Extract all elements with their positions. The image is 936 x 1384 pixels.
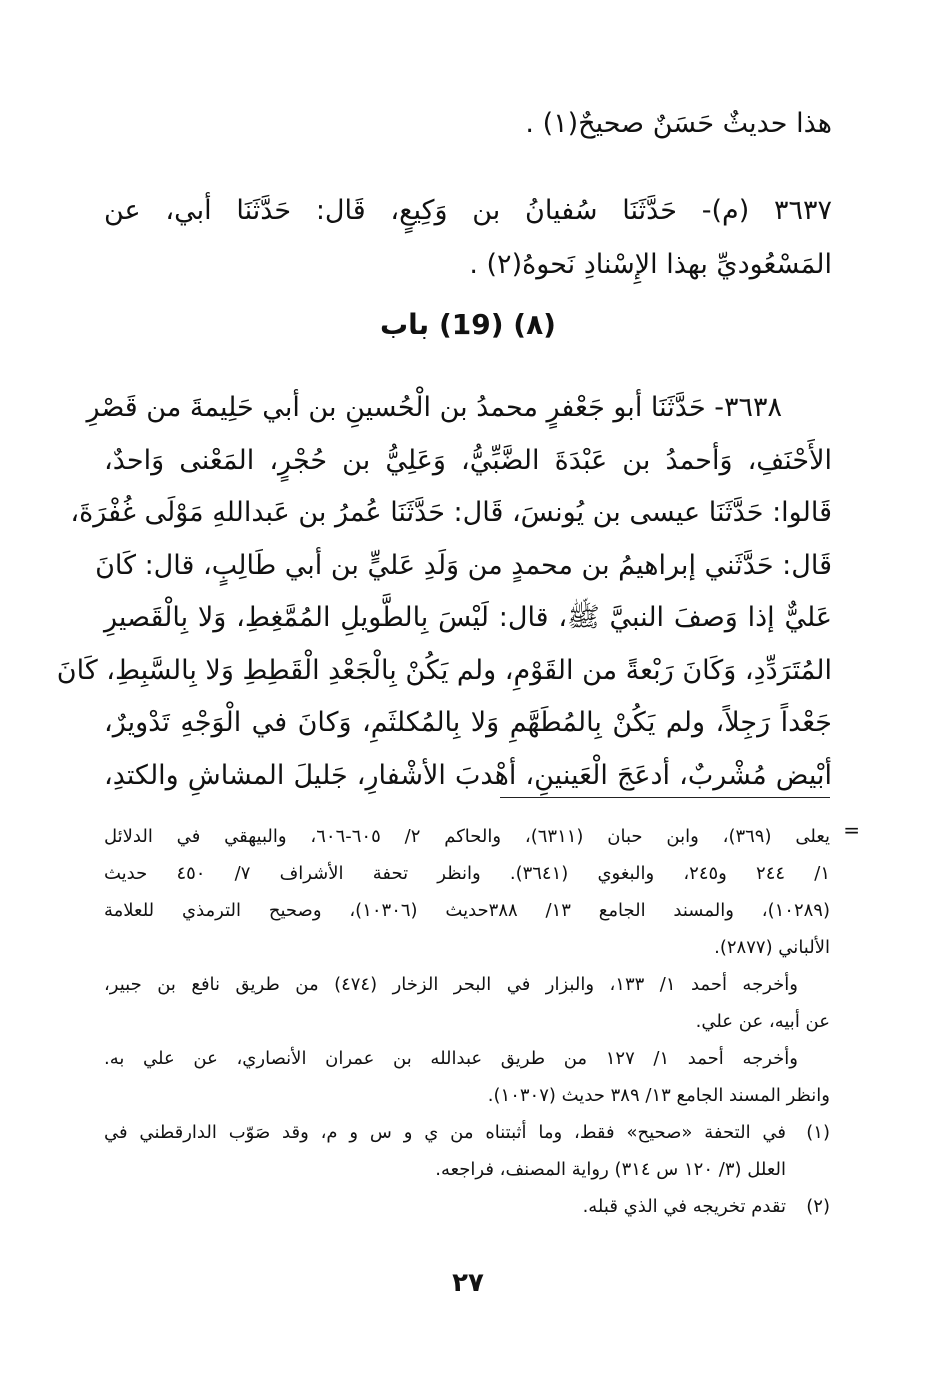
- text-line: عَليٌّ إذا وَصفَ النبيَّ ﷺ، قال: لَيْسَ بِالطَّويلِ المُمَّغِطِ، وَلا بِالْقَصيرِ: [104, 602, 832, 633]
- text-line: ٣٦٣٧ (م)- حَدَّثَنَا سُفيانُ بن وَكِيعٍ، قَال: حَدَّثَنَا أبي، عن: [104, 195, 832, 226]
- footnote-line: في التحفة «صحيح» فقط، وما أثبتناه من ي و س و م، وقد صَوّب الدارقطني في: [104, 1122, 786, 1143]
- footnote-line: وانظر المسند الجامع ١٣/ ٣٨٩ حديث (١٠٣٠٧).: [487, 1085, 830, 1106]
- hadith-grade-paragraph: [104, 108, 832, 139]
- footnote-line: ١/ ٢٤٤ و٢٤٥، والبغوي (٣٦٤١). وانظر تحفة الأشراف ٧/ ٤٥٠ حديث: [104, 863, 830, 884]
- text-line: جَعْداً رَجِلاً، ولم يَكُنْ بِالمُطَهَّمِ وَلا بِالمُكلثَمِ، وَكانَ في الْوَجْهِ تَدْويرٌ،: [104, 707, 832, 738]
- footnote-paragraph-ahmad-ansari: [104, 1040, 830, 1114]
- page-number: ٢٧: [452, 1268, 484, 1298]
- footnote-1: [104, 1114, 830, 1188]
- text-line: المَسْعُوديِّ بهذا الإِسْنادِ نَحوهُ(٢) .: [469, 249, 832, 280]
- footnote-line: عن أبيه، عن علي.: [695, 1011, 830, 1032]
- text-line: المُتَرَدِّدِ، وَكَانَ رَبْعةً من القَوْمِ، ولم يَكُنْ بِالْجَعْدِ الْقَطِطِ وَلا بِالسَّبِطِ، كَانَ: [56, 654, 832, 686]
- hadith-3638-paragraph: [56, 382, 832, 802]
- text-line: الأَحْنَفِ، وَأحمدُ بن عَبْدَةَ الضَّبِّيُّ، وَعَلِيُّ بن حُجْرٍ، المَعْنى وَاحدٌ،: [104, 444, 832, 476]
- footnote-number: (١): [806, 1122, 830, 1143]
- footnote-2: [104, 1188, 830, 1225]
- footnote-line: وأخرجه أحمد ١/ ١٢٧ من طريق عبدالله بن عمران الأنصاري، عن علي به.: [104, 1048, 798, 1069]
- footnote-line: تقدم تخريجه في الذي قبله.: [582, 1196, 786, 1217]
- text-line: قَالوا: حَدَّثَنَا عيسى بن يُونسَ، قَال: حَدَّثَنَا عُمرُ بن عَبداللهِ مَوْلَى غُفْرَةَ،: [70, 497, 832, 528]
- text-line: قَال: حَدَّثَني إبراهيمُ بن محمدٍ من وَلَدِ عَليٍّ بن أبي طَالِبٍ، قال: كَانَ: [95, 549, 832, 581]
- footnote-number: (٢): [806, 1196, 830, 1217]
- footnote-line: العلل (٣/ ١٢٠ س ٣١٤) رواية المصنف، فراجعه.: [435, 1159, 786, 1180]
- text-line: أبْيض مُشْربٌ، أدعَجَ الْعَينينِ، أهْدبَ الأشْفارِ، جَليلَ المشاشِ والكتدِ،: [104, 759, 832, 791]
- continuation-mark: =: [843, 818, 860, 842]
- footnote-line: يعلى (٣٦٩)، وابن حبان (٦٣١١)، والحاكم ٢/ ٦٠٥-٦٠٦، والبيهقي في الدلائل: [104, 826, 831, 847]
- footnote-line: (١٠٢٨٩)، والمسند الجامع ١٣/ ٣٨٨حديث (١٠٣٠٦)، وصحيح الترمذي للعلامة: [104, 900, 830, 921]
- chapter-heading: (٨) (19) باب: [380, 308, 556, 341]
- footnotes-section: [104, 818, 830, 1225]
- footnote-continuation: [104, 818, 830, 966]
- footnote-line: وأخرجه أحمد ١/ ١٣٣، والبزار في البحر الزخار (٤٧٤) من طريق نافع بن جبير،: [104, 974, 798, 995]
- hadith-3637-paragraph: [104, 184, 832, 292]
- footnote-separator: [500, 797, 830, 798]
- text-line: ٣٦٣٨- حَدَّثَنَا أبو جَعْفرٍ محمدُ بن الْحُسينِ بن أبي حَلِيمةَ من قَصْرِ: [86, 392, 782, 423]
- footnote-paragraph-ahmad-bazzar: [104, 966, 830, 1040]
- footnote-line: الألباني (٢٨٧٧).: [714, 937, 830, 958]
- text-line: هذا حديثٌ حَسَنٌ صحيحٌ(١) .: [525, 108, 832, 139]
